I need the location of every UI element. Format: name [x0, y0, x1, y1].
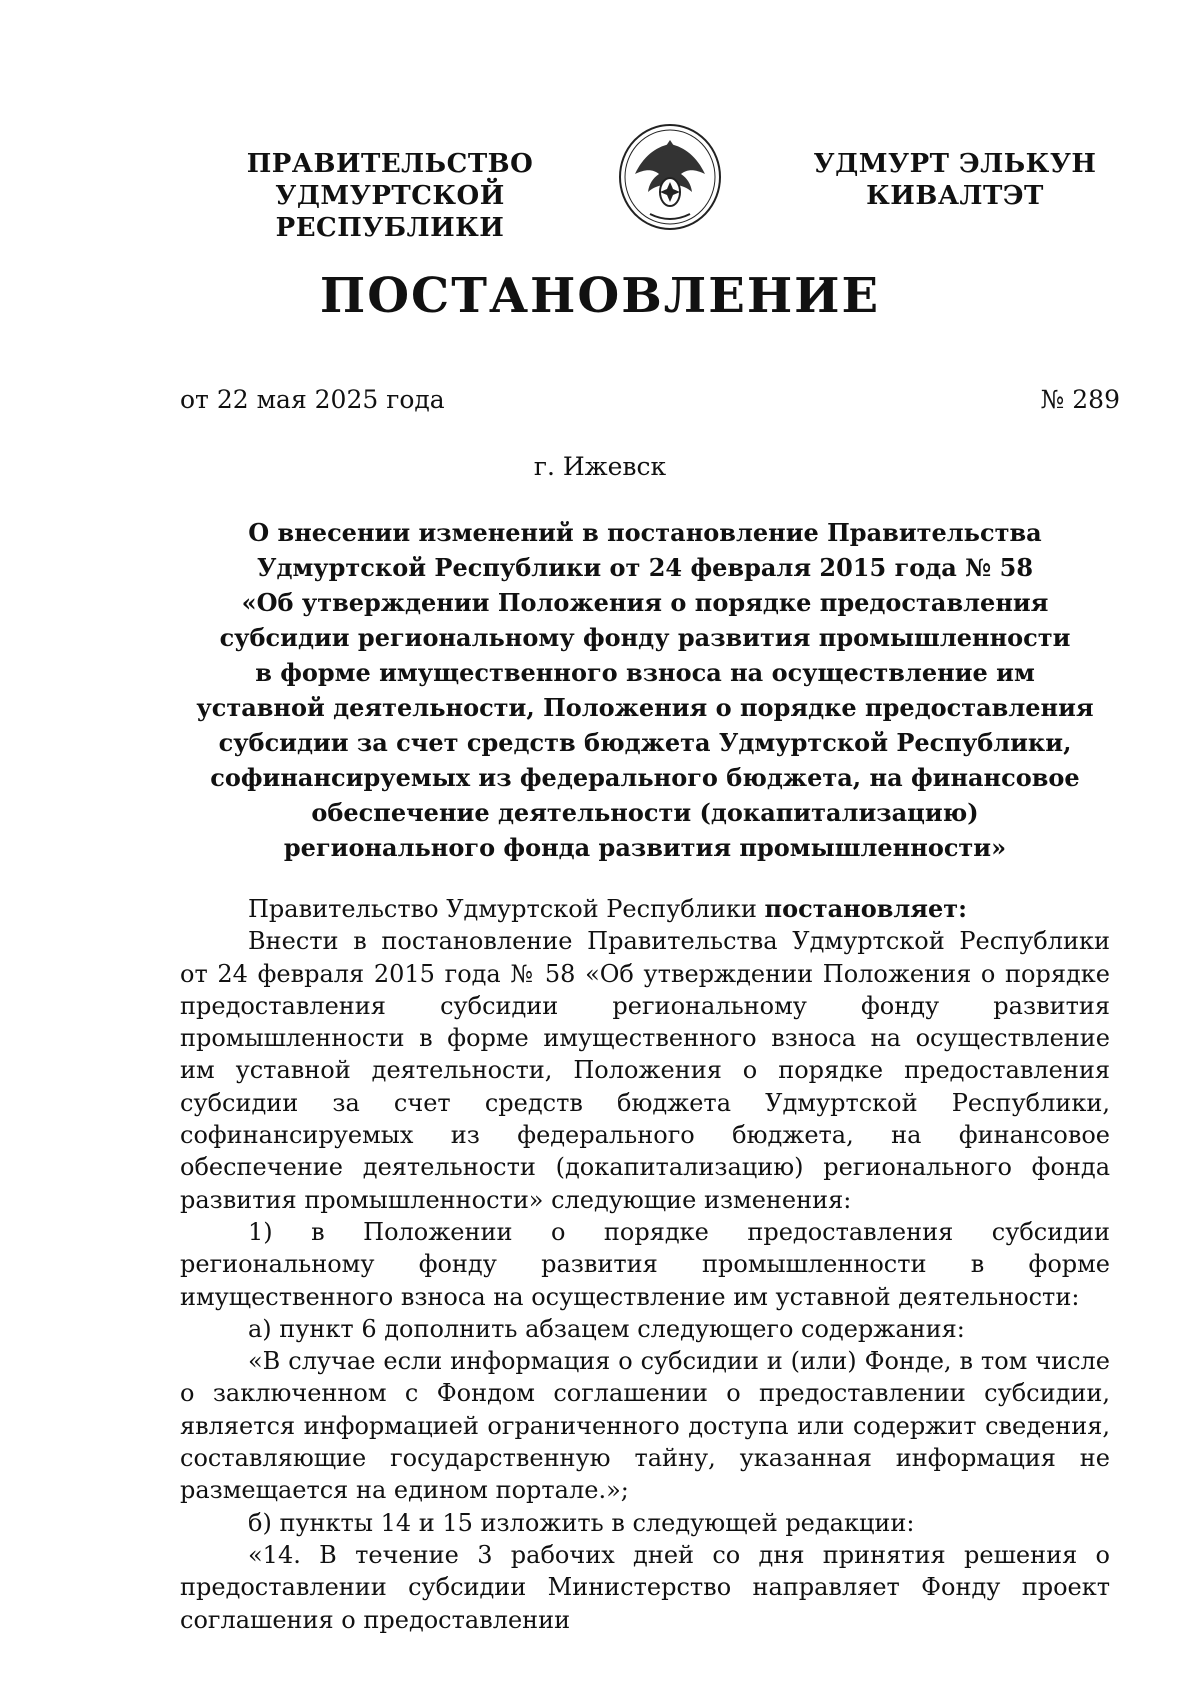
- intro-bold: постановляет:: [764, 894, 968, 923]
- org-right-line2: КИВАЛТЭТ: [866, 181, 1044, 211]
- subject-line: уставной деятельности, Положения о порядке предоставления: [196, 693, 1094, 722]
- subject-line: Удмуртской Республики от 24 февраля 2015 года № 58: [256, 553, 1034, 582]
- subject-line: «Об утверждении Положения о порядке предоставления: [241, 588, 1049, 617]
- document-number: № 289: [1040, 385, 1120, 414]
- body-paragraph: а) пункт 6 дополнить абзацем следующего содержания:: [248, 1314, 965, 1343]
- body-paragraph: 1) в Положении о порядке предоставления субсидии региональному фонду развития промышленности в форме имущественного взноса на осуществление им уставной деятельности:: [180, 1217, 1110, 1311]
- body-paragraph: «14. В течение 3 рабочих дней со дня принятия решения о предоставлении субсидии Министерство направляет Фонду проект соглашения о предоставлении: [180, 1540, 1110, 1634]
- body-paragraph: Внести в постановление Правительства Удмуртской Республики от 24 февраля 2015 года № 58 «Об утверждении Положения о порядке предоставления субсидии региональному фонду развития промышленности в форме имущественного взноса на осуществление им уставной деятельности, Положения о порядке предоставления субсидии за счет средств бюджета Удмуртской Республики, софинансируемых из федерального бюджета, на финансовое обеспечение деятельности (докапитализацию) регионального фонда развития промышленности» следующие изменения:: [180, 927, 1110, 1214]
- org-right-line1: УДМУРТ ЭЛЬКУН: [813, 149, 1097, 179]
- document-city: г. Ижевск: [533, 452, 667, 481]
- subject-line: субсидии за счет средств бюджета Удмуртской Республики,: [218, 728, 1072, 757]
- subject-line: регионального фонда развития промышленности»: [283, 833, 1007, 862]
- org-left-line1: ПРАВИТЕЛЬСТВО: [246, 149, 534, 179]
- intro-text: Правительство Удмуртской Республики: [248, 895, 765, 923]
- body-paragraph: «В случае если информация о субсидии и (или) Фонде, в том числе о заключенном с Фондом соглашении о предоставлении субсидии, является информацией ограниченного доступа или содержит сведения, составляющие государственную тайну, указанная информация не размещается на едином портале.»;: [180, 1347, 1110, 1505]
- body-paragraph: б) пункты 14 и 15 изложить в следующей редакции:: [248, 1508, 915, 1537]
- organization-name-russian: [170, 148, 610, 244]
- subject-line: софинансируемых из федерального бюджета, на финансовое: [210, 763, 1080, 792]
- subject-line: в форме имущественного взноса на осуществление им: [255, 658, 1035, 687]
- document-subject: [180, 515, 1110, 865]
- org-left-line2: УДМУРТСКОЙ РЕСПУБЛИКИ: [275, 181, 505, 243]
- document-title: ПОСТАНОВЛЕНИЕ: [319, 268, 881, 324]
- subject-line: О внесении изменений в постановление Правительства: [248, 518, 1042, 547]
- intro-paragraph: [180, 893, 1110, 925]
- subject-line: субсидии региональному фонду развития промышленности: [219, 623, 1071, 652]
- document-date: от 22 мая 2025 года: [180, 385, 445, 414]
- organization-name-udmurt: [790, 148, 1120, 212]
- udmurt-coat-of-arms-icon: [615, 122, 725, 232]
- document-body: [180, 893, 1110, 1636]
- subject-line: обеспечение деятельности (докапитализацию): [311, 798, 979, 827]
